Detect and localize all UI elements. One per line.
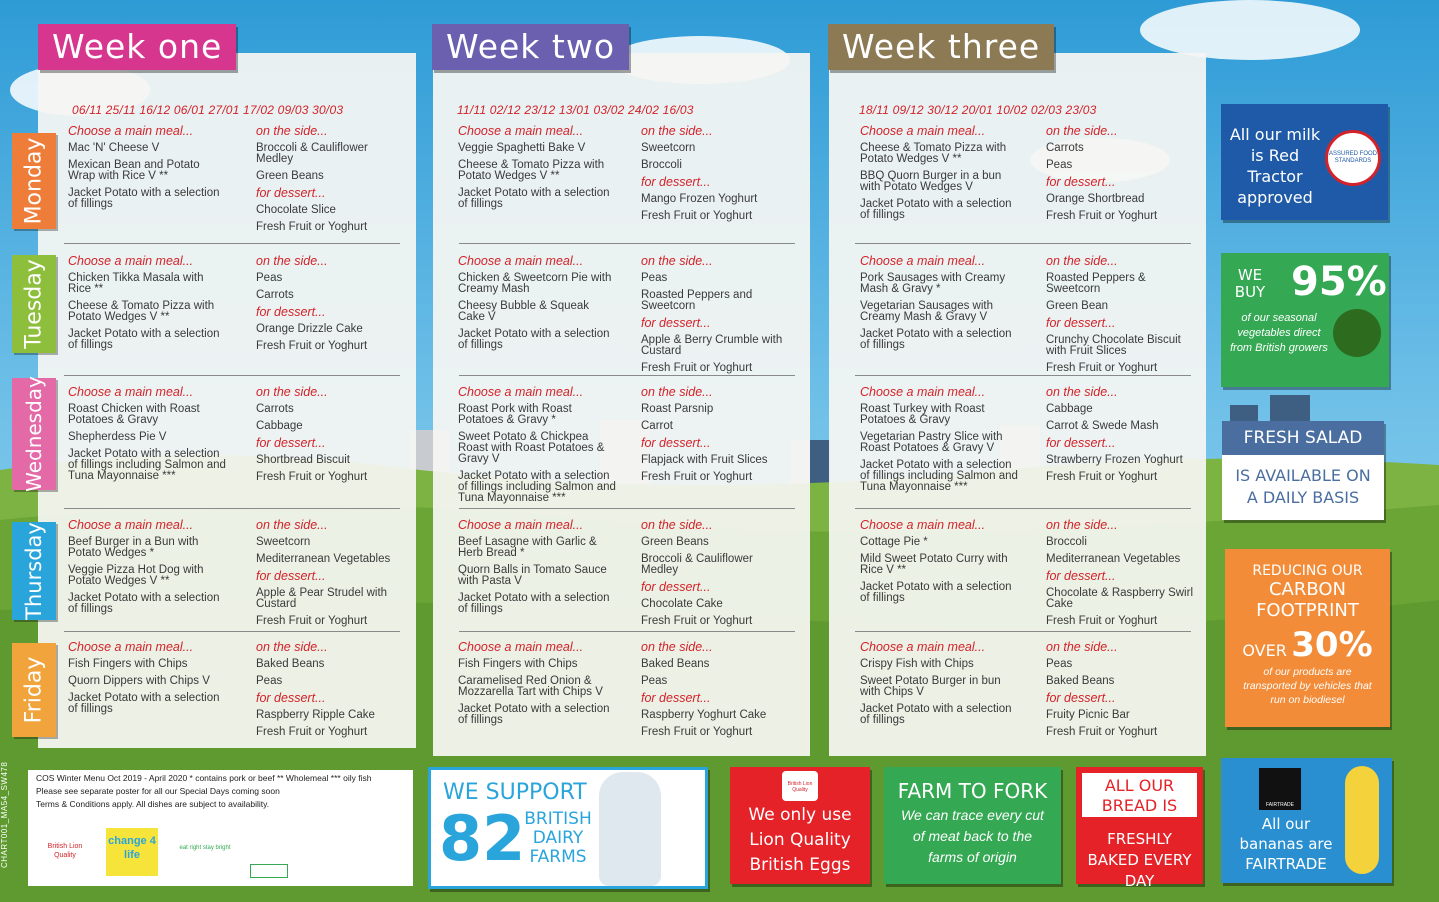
- main-meal-heading: Choose a main meal...: [458, 518, 584, 532]
- side-item: Baked Beans: [641, 658, 710, 670]
- footnote-box: [28, 770, 413, 886]
- main-meal-column: [860, 387, 1018, 499]
- side-dessert-column: [1046, 642, 1198, 744]
- dessert-item: Fresh Fruit or Yoghurt: [256, 471, 368, 483]
- main-meal-item: Mild Sweet Potato Curry with Rice V **: [860, 553, 1008, 576]
- main-meal-item: Jacket Potato with a selection of fillings: [68, 187, 220, 210]
- dessert-item: Orange Shortbread: [1046, 193, 1145, 205]
- main-meal-item: BBQ Quorn Burger in a bun with Potato Wedges V: [860, 170, 1002, 193]
- dessert-heading: for dessert...: [641, 436, 711, 450]
- week-two-dates: 11/11 02/12 23/12 13/01 03/02 24/02 16/03: [457, 103, 694, 117]
- day-row-week-two-wednesday: [433, 381, 811, 509]
- main-meal-column: [68, 256, 226, 357]
- dessert-heading: for dessert...: [1046, 436, 1116, 450]
- day-row-week-one-monday: [38, 120, 416, 244]
- main-meal-item: Jacket Potato with a selection of fillings including Salmon and Tuna Mayonnaise ***: [68, 448, 226, 482]
- day-row-week-three-friday: [829, 636, 1207, 751]
- dessert-item: Fresh Fruit or Yoghurt: [641, 615, 753, 627]
- main-meal-item: Jacket Potato with a selection of fillings: [860, 328, 1012, 351]
- footnote-line1: COS Winter Menu Oct 2019 - April 2020 * contains pork or beef ** Wholemeal *** oily fish: [36, 773, 372, 783]
- side-item: Peas: [256, 272, 283, 284]
- main-meal-item: Vegetarian Sausages with Creamy Mash & Gravy V: [860, 300, 993, 323]
- dessert-item: Orange Drizzle Cake: [256, 323, 363, 335]
- day-row-week-two-monday: [433, 120, 811, 244]
- main-meal-item: Chicken Tikka Masala with Rice **: [68, 272, 204, 295]
- main-meal-column: [458, 642, 616, 732]
- side-dessert-column: [1046, 387, 1198, 489]
- promo-veg-text: of our seasonal vegetables direct from British growers: [1230, 312, 1328, 354]
- day-divider: [64, 631, 400, 632]
- side-item: Broccoli & Cauliflower Medley: [256, 142, 368, 165]
- main-meal-column: [458, 520, 616, 621]
- main-meal-column: [68, 520, 226, 621]
- main-meal-item: Quorn Dippers with Chips V: [68, 675, 210, 687]
- side-item: Peas: [1046, 159, 1073, 171]
- dessert-item: Mango Frozen Yoghurt: [641, 193, 758, 205]
- promo-bread-line2: FRESHLY BAKED EVERY DAY: [1087, 830, 1192, 890]
- main-meal-item: Fish Fingers with Chips: [68, 658, 188, 670]
- dessert-item: Raspberry Ripple Cake: [256, 709, 375, 721]
- dessert-item: Flapjack with Fruit Slices: [641, 454, 768, 466]
- side-item: Carrots: [256, 403, 294, 415]
- main-meal-heading: Choose a main meal...: [860, 254, 986, 268]
- promo-british-vegetables: [1221, 253, 1389, 387]
- promo-salad-line1: FRESH SALAD: [1222, 421, 1384, 455]
- promo-bananas-text: All our bananas are FAIRTRADE: [1239, 815, 1333, 873]
- fairtrade-logo-icon: [1259, 768, 1301, 810]
- dessert-heading: for dessert...: [641, 316, 711, 330]
- side-item: Carrots: [1046, 142, 1084, 154]
- day-row-week-one-tuesday: [38, 250, 416, 376]
- dessert-item: Fresh Fruit or Yoghurt: [1046, 210, 1158, 222]
- main-meal-column: [458, 387, 616, 510]
- promo-salad-line2: IS AVAILABLE ON A DAILY BASIS: [1235, 466, 1371, 507]
- change4life-logo-text: change 4 life: [108, 835, 156, 861]
- promo-dairy-text: BRITISH DAIRY FARMS: [524, 809, 592, 867]
- week-one-dates: 06/11 25/11 16/12 06/01 27/01 17/02 09/03 30/03: [72, 103, 344, 117]
- day-row-week-one-wednesday: [38, 381, 416, 509]
- dessert-heading: for dessert...: [256, 305, 326, 319]
- dessert-heading: for dessert...: [1046, 175, 1116, 189]
- dessert-item: Apple & Pear Strudel with Custard: [256, 587, 388, 610]
- dessert-heading: for dessert...: [256, 186, 326, 200]
- main-meal-item: Jacket Potato with a selection of fillings: [68, 692, 220, 715]
- promo-fairtrade-bananas: [1221, 758, 1392, 883]
- side-dessert-column: [641, 520, 793, 633]
- side-item: Broccoli: [641, 159, 682, 171]
- day-row-week-two-friday: [433, 636, 811, 751]
- dessert-heading: for dessert...: [641, 691, 711, 705]
- side-heading: on the side...: [1046, 518, 1118, 532]
- day-tab-tuesday: [12, 255, 56, 353]
- promo-carbon-text: of our products are transported by vehicles that run on biodiesel: [1243, 666, 1372, 706]
- promo-veg-percent: 95%: [1291, 259, 1387, 305]
- dessert-item: Fresh Fruit or Yoghurt: [256, 726, 368, 738]
- main-meal-column: [458, 256, 616, 357]
- british-lion-badge-text: British Lion Quality: [787, 781, 813, 793]
- dessert-item: Fresh Fruit or Yoghurt: [1046, 362, 1158, 374]
- dessert-heading: for dessert...: [641, 580, 711, 594]
- side-heading: on the side...: [256, 385, 328, 399]
- dessert-item: Fruity Picnic Bar: [1046, 709, 1130, 721]
- side-dessert-column: [1046, 256, 1198, 380]
- side-item: Broccoli & Cauliflower Medley: [641, 553, 753, 576]
- main-meal-item: Mac 'N' Cheese V: [68, 142, 160, 154]
- main-meal-item: Beef Lasagne with Garlic & Herb Bread *: [458, 536, 597, 559]
- change4life-logo: [106, 828, 158, 876]
- main-meal-column: [68, 642, 226, 721]
- main-meal-item: Beef Burger in a Bun with Potato Wedges *: [68, 536, 199, 559]
- promo-milk-text: All our milk is Red Tractor approved: [1229, 125, 1321, 207]
- day-label-friday: Friday: [21, 656, 47, 724]
- main-meal-item: Cottage Pie *: [860, 536, 928, 548]
- main-meal-item: Jacket Potato with a selection of fillings: [860, 581, 1012, 604]
- side-item: Baked Beans: [256, 658, 325, 670]
- day-row-week-two-tuesday: [433, 250, 811, 376]
- promo-fresh-bread: [1076, 767, 1203, 890]
- side-item: Mediterranean Vegetables: [256, 553, 391, 565]
- day-tab-friday: [12, 643, 56, 737]
- main-meal-item: Roast Pork with Roast Potatoes & Gravy *: [458, 403, 572, 426]
- day-row-week-two-thursday: [433, 514, 811, 632]
- day-tab-monday: [12, 133, 56, 229]
- day-divider: [459, 375, 795, 376]
- main-meal-heading: Choose a main meal...: [458, 124, 584, 138]
- main-meal-column: [860, 256, 1018, 357]
- day-row-week-one-thursday: [38, 514, 416, 632]
- main-meal-heading: Choose a main meal...: [860, 385, 986, 399]
- side-item: Green Bean: [1046, 300, 1109, 312]
- side-dessert-column: [256, 256, 408, 358]
- dessert-item: Raspberry Yoghurt Cake: [641, 709, 767, 721]
- dessert-item: Fresh Fruit or Yoghurt: [1046, 471, 1158, 483]
- dessert-item: Apple & Berry Crumble with Custard: [641, 334, 783, 357]
- promo-british-dairy-farms: [428, 767, 708, 889]
- main-meal-item: Sweet Potato Burger in bun with Chips V: [860, 675, 1001, 698]
- dessert-item: Chocolate Slice: [256, 204, 336, 216]
- main-meal-item: Cheese & Tomato Pizza with Potato Wedges V **: [68, 300, 215, 323]
- dessert-item: Fresh Fruit or Yoghurt: [641, 362, 753, 374]
- main-meal-heading: Choose a main meal...: [68, 640, 194, 654]
- main-meal-column: [860, 520, 1018, 610]
- main-meal-item: Roast Chicken with Roast Potatoes & Gravy: [68, 403, 200, 426]
- day-tab-thursday: [12, 522, 56, 620]
- promo-red-tractor-milk: [1221, 104, 1388, 220]
- promo-lion-eggs: [730, 767, 870, 884]
- side-item: Sweetcorn: [256, 536, 311, 548]
- dessert-item: Chocolate & Raspberry Swirl Cake: [1046, 587, 1194, 610]
- side-heading: on the side...: [641, 385, 713, 399]
- main-meal-item: Jacket Potato with a selection of fillings including Salmon and Tuna Mayonnaise ***: [860, 459, 1018, 493]
- day-label-wednesday: Wednesday: [22, 376, 46, 492]
- side-heading: on the side...: [1046, 640, 1118, 654]
- day-divider: [855, 508, 1191, 509]
- side-heading: on the side...: [641, 518, 713, 532]
- main-meal-item: Caramelised Red Onion & Mozzarella Tart with Chips V: [458, 675, 603, 698]
- day-row-week-one-friday: [38, 636, 416, 751]
- dessert-heading: for dessert...: [641, 175, 711, 189]
- main-meal-heading: Choose a main meal...: [68, 124, 194, 138]
- week-two-title: Week two: [432, 24, 629, 70]
- dessert-heading: for dessert...: [256, 569, 326, 583]
- main-meal-column: [68, 126, 226, 216]
- side-heading: on the side...: [641, 640, 713, 654]
- side-item: Carrot: [641, 420, 673, 432]
- dessert-item: Crunchy Chocolate Biscuit with Fruit Slices: [1046, 334, 1181, 357]
- dessert-heading: for dessert...: [1046, 316, 1116, 330]
- main-meal-item: Jacket Potato with a selection of fillings: [68, 592, 220, 615]
- main-meal-heading: Choose a main meal...: [860, 518, 986, 532]
- broccoli-mascot-icon: [1333, 309, 1381, 357]
- main-meal-column: [458, 126, 616, 216]
- side-heading: on the side...: [1046, 124, 1118, 138]
- eat-right-logo: [178, 830, 232, 874]
- day-divider: [64, 508, 400, 509]
- dessert-item: Fresh Fruit or Yoghurt: [641, 471, 753, 483]
- promo-veg-we-buy: WE BUY: [1234, 266, 1266, 301]
- day-row-week-three-wednesday: [829, 381, 1207, 509]
- main-meal-item: Cheese & Tomato Pizza with Potato Wedges V **: [458, 159, 605, 182]
- dessert-heading: for dessert...: [1046, 691, 1116, 705]
- side-item: Green Beans: [641, 536, 709, 548]
- day-row-week-three-tuesday: [829, 250, 1207, 376]
- main-meal-item: Jacket Potato with a selection of fillings: [860, 703, 1012, 726]
- main-meal-item: Jacket Potato with a selection of fillings: [458, 592, 610, 615]
- promo-carbon-footprint: [1225, 549, 1390, 727]
- side-heading: on the side...: [256, 254, 328, 268]
- dessert-item: Fresh Fruit or Yoghurt: [256, 340, 368, 352]
- day-label-tuesday: Tuesday: [21, 259, 47, 349]
- main-meal-item: Veggie Pizza Hot Dog with Potato Wedges V **: [68, 564, 204, 587]
- side-print-code: CHART001_MA54_SW478: [0, 761, 9, 868]
- day-divider: [64, 375, 400, 376]
- main-meal-heading: Choose a main meal...: [458, 640, 584, 654]
- side-dessert-column: [1046, 126, 1198, 228]
- day-divider: [459, 243, 795, 244]
- main-meal-item: Cheese & Tomato Pizza with Potato Wedges V **: [860, 142, 1007, 165]
- main-meal-heading: Choose a main meal...: [68, 254, 194, 268]
- main-meal-heading: Choose a main meal...: [458, 385, 584, 399]
- side-item: Peas: [256, 675, 283, 687]
- dessert-item: Fresh Fruit or Yoghurt: [641, 726, 753, 738]
- dessert-heading: for dessert...: [1046, 569, 1116, 583]
- week-one-title: Week one: [38, 24, 236, 70]
- side-item: Peas: [641, 675, 668, 687]
- side-dessert-column: [641, 387, 793, 489]
- main-meal-item: Chicken & Sweetcorn Pie with Creamy Mash: [458, 272, 612, 295]
- side-item: Mediterranean Vegetables: [1046, 553, 1181, 565]
- side-heading: on the side...: [256, 518, 328, 532]
- day-divider: [855, 243, 1191, 244]
- main-meal-heading: Choose a main meal...: [860, 124, 986, 138]
- main-meal-item: Crispy Fish with Chips: [860, 658, 974, 670]
- side-item: Roasted Peppers & Sweetcorn: [1046, 272, 1146, 295]
- side-item: Green Beans: [256, 170, 324, 182]
- side-item: Sweetcorn: [641, 142, 696, 154]
- footnote-line3: Terms & Conditions apply. All dishes are subject to availability.: [36, 799, 270, 809]
- side-dessert-column: [256, 520, 408, 633]
- promo-bread-line1: ALL OUR BREAD IS: [1082, 773, 1197, 817]
- side-item: Cabbage: [256, 420, 303, 432]
- side-item: Baked Beans: [1046, 675, 1115, 687]
- side-heading: on the side...: [641, 254, 713, 268]
- dessert-item: Shortbread Biscuit: [256, 454, 350, 466]
- promo-carbon-line2: CARBON FOOTPRINT: [1256, 579, 1359, 621]
- promo-farm-text: We can trace every cut of meat back to the farms of origin: [901, 807, 1044, 865]
- promo-carbon-percent: 30%: [1291, 625, 1373, 665]
- day-label-monday: Monday: [21, 137, 47, 225]
- side-heading: on the side...: [1046, 254, 1118, 268]
- day-divider: [855, 631, 1191, 632]
- promo-eggs-text: We only use Lion Quality British Eggs: [748, 805, 852, 875]
- british-lion-logo-text: British Lion Quality: [47, 843, 83, 859]
- main-meal-item: Veggie Spaghetti Bake V: [458, 142, 586, 154]
- dessert-item: Fresh Fruit or Yoghurt: [256, 221, 368, 233]
- day-tab-wednesday: [12, 378, 56, 490]
- side-item: Broccoli: [1046, 536, 1087, 548]
- side-dessert-column: [256, 126, 408, 239]
- dessert-item: Strawberry Frozen Yoghurt: [1046, 454, 1183, 466]
- promo-dairy-number: 82: [439, 802, 526, 875]
- main-meal-item: Roast Turkey with Roast Potatoes & Gravy: [860, 403, 985, 426]
- main-meal-heading: Choose a main meal...: [860, 640, 986, 654]
- week-three-title: Week three: [828, 24, 1054, 70]
- side-heading: on the side...: [256, 640, 328, 654]
- side-dessert-column: [641, 126, 793, 228]
- side-item: Peas: [1046, 658, 1073, 670]
- dessert-item: Fresh Fruit or Yoghurt: [256, 615, 368, 627]
- small-green-logo: [250, 864, 288, 878]
- main-meal-item: Fish Fingers with Chips: [458, 658, 578, 670]
- main-meal-item: Mexican Bean and Potato Wrap with Rice V **: [68, 159, 200, 182]
- milk-bottle-mascot-icon: [599, 772, 661, 886]
- dessert-item: Fresh Fruit or Yoghurt: [641, 210, 753, 222]
- side-item: Carrots: [256, 289, 294, 301]
- side-dessert-column: [1046, 520, 1198, 633]
- side-dessert-column: [256, 642, 408, 744]
- red-tractor-icon: [1325, 130, 1381, 186]
- promo-dairy-we-support: WE SUPPORT: [443, 780, 587, 805]
- side-item: Carrot & Swede Mash: [1046, 420, 1159, 432]
- main-meal-heading: Choose a main meal...: [458, 254, 584, 268]
- week-three-dates: 18/11 09/12 30/12 20/01 10/02 02/03 23/03: [859, 103, 1097, 117]
- day-divider: [855, 375, 1191, 376]
- promo-fresh-salad: [1222, 421, 1384, 520]
- promo-farm-title: FARM TO FORK: [897, 779, 1048, 803]
- day-label-thursday: Thursday: [22, 522, 46, 620]
- main-meal-item: Jacket Potato with a selection of fillings: [458, 187, 610, 210]
- main-meal-item: Sweet Potato & Chickpea Roast with Roast Potatoes & Gravy V: [458, 431, 605, 465]
- main-meal-column: [860, 642, 1018, 732]
- side-heading: on the side...: [1046, 385, 1118, 399]
- dessert-heading: for dessert...: [256, 691, 326, 705]
- side-item: Roasted Peppers and Sweetcorn: [641, 289, 753, 312]
- main-meal-item: Quorn Balls in Tomato Sauce with Pasta V: [458, 564, 607, 587]
- day-divider: [459, 508, 795, 509]
- day-divider: [64, 243, 400, 244]
- promo-carbon-over: OVER: [1242, 641, 1287, 660]
- main-meal-item: Jacket Potato with a selection of fillings: [458, 328, 610, 351]
- main-meal-item: Pork Sausages with Creamy Mash & Gravy *: [860, 272, 1006, 295]
- british-lion-logo: [38, 830, 92, 874]
- dessert-item: Chocolate Cake: [641, 598, 723, 610]
- day-divider: [459, 631, 795, 632]
- dessert-item: Fresh Fruit or Yoghurt: [1046, 615, 1158, 627]
- main-meal-heading: Choose a main meal...: [68, 385, 194, 399]
- side-item: Peas: [641, 272, 668, 284]
- day-row-week-three-thursday: [829, 514, 1207, 632]
- footnote-line2: Please see separate poster for all our Special Days coming soon: [36, 786, 280, 796]
- main-meal-item: Jacket Potato with a selection of fillings including Salmon and Tuna Mayonnaise ***: [458, 470, 616, 504]
- main-meal-item: Vegetarian Pastry Slice with Roast Potatoes & Gravy V: [860, 431, 1003, 454]
- side-item: Roast Parsnip: [641, 403, 714, 415]
- side-item: Cabbage: [1046, 403, 1093, 415]
- side-heading: on the side...: [641, 124, 713, 138]
- main-meal-heading: Choose a main meal...: [68, 518, 194, 532]
- side-dessert-column: [256, 387, 408, 489]
- main-meal-column: [68, 387, 226, 488]
- banana-mascot-icon: [1345, 766, 1379, 874]
- side-dessert-column: [641, 256, 793, 380]
- dessert-heading: for dessert...: [256, 436, 326, 450]
- british-lion-badge-icon: [782, 771, 818, 801]
- main-meal-item: Jacket Potato with a selection of fillings: [458, 703, 610, 726]
- dessert-item: Fresh Fruit or Yoghurt: [1046, 726, 1158, 738]
- side-heading: on the side...: [256, 124, 328, 138]
- main-meal-column: [860, 126, 1018, 227]
- promo-farm-to-fork: [884, 767, 1061, 884]
- day-row-week-three-monday: [829, 120, 1207, 244]
- main-meal-item: Jacket Potato with a selection of fillings: [68, 328, 220, 351]
- red-tractor-badge-text: ASSURED FOOD STANDARDS: [1328, 151, 1377, 164]
- main-meal-item: Cheesy Bubble & Squeak Cake V: [458, 300, 590, 323]
- main-meal-item: Jacket Potato with a selection of fillings: [860, 198, 1012, 221]
- main-meal-item: Shepherdess Pie V: [68, 431, 167, 443]
- promo-carbon-line1: REDUCING OUR: [1252, 563, 1363, 579]
- side-dessert-column: [641, 642, 793, 744]
- fairtrade-badge-text: FAIRTRADE: [1266, 802, 1294, 808]
- eat-right-logo-text: eat right stay bright: [179, 845, 231, 851]
